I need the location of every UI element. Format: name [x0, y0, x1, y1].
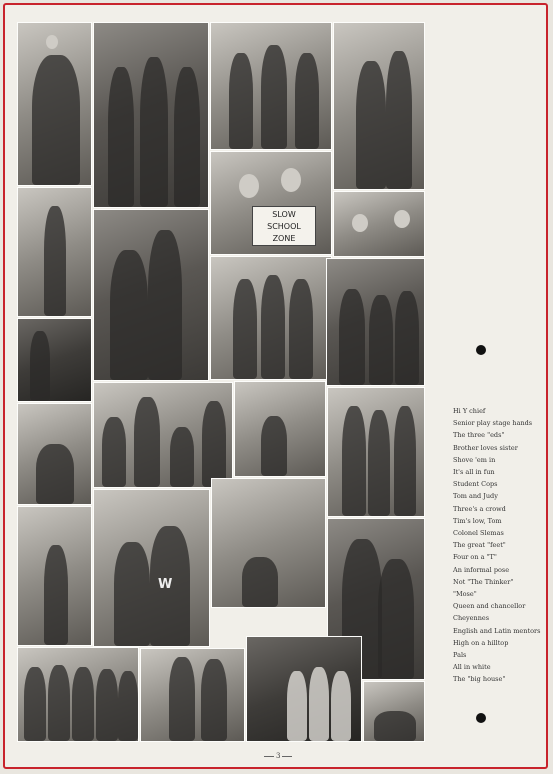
- photo-queen-chancellor: [211, 478, 326, 608]
- caption-item: Shove 'em in: [453, 455, 496, 464]
- photo-shove-em-in: [17, 187, 92, 317]
- photo-english-latin-mentors: [17, 647, 139, 742]
- photo-all-in-fun: [93, 209, 209, 381]
- sign-line-2: SCHOOL: [267, 222, 301, 231]
- photo-student-cops: [333, 191, 425, 257]
- caption-list: [453, 405, 543, 686]
- photo-not-the-thinker: [17, 506, 92, 646]
- caption-item: Tim's low, Tom: [453, 516, 502, 525]
- caption-item: Brother loves sister: [453, 443, 518, 452]
- sign-line-1: SLOW: [272, 210, 296, 219]
- caption-item: It's all in fun: [453, 468, 495, 477]
- caption-item: Not "The Thinker": [453, 577, 514, 586]
- caption-item: The three "eds": [453, 431, 505, 440]
- caption-item: The great "feet": [453, 541, 506, 550]
- page-number: 3: [262, 752, 294, 760]
- caption-item: Cheyennes: [453, 614, 490, 623]
- photo-pals: [246, 636, 362, 742]
- binder-hole-top: [476, 345, 486, 355]
- photo-high-on-hilltop: [140, 648, 245, 742]
- slow-school-zone-sign: [252, 206, 316, 246]
- sweater-letter: W: [158, 577, 173, 592]
- photo-informal-pose: [327, 387, 425, 517]
- photo-great-feet: [93, 382, 233, 488]
- photo-four-on-a-t: [234, 381, 326, 477]
- caption-item: "Mose": [453, 590, 477, 599]
- photo-big-house: [363, 681, 425, 742]
- sign-line-3: ZONE: [272, 234, 296, 243]
- caption-item: English and Latin mentors: [453, 626, 541, 635]
- caption-item: Senior play stage hands: [453, 419, 533, 428]
- photo-tims-low-tom: [326, 258, 425, 386]
- caption-item: Four on a "T": [453, 553, 497, 562]
- photo-hi-y-chief: [17, 22, 92, 186]
- caption-item: Hi Y chief: [453, 407, 486, 415]
- caption-item: Queen and chancellor: [453, 602, 526, 611]
- photo-mose: [93, 489, 210, 647]
- photo-threes-a-crowd: [210, 256, 332, 380]
- caption-item: Pals: [453, 651, 467, 660]
- binder-hole-bottom: [476, 713, 486, 723]
- caption-item: Student Cops: [453, 480, 498, 489]
- caption-item: Tom and Judy: [453, 492, 498, 501]
- photo-tom-and-judy: [17, 318, 92, 402]
- photo-stage-hands: [93, 22, 209, 208]
- photo-brother-sister: [333, 22, 425, 190]
- caption-item: Colonel Slemas: [453, 529, 504, 538]
- photo-colonel-slemas: [17, 403, 92, 505]
- caption-item: High on a hilltop: [453, 638, 509, 647]
- caption-item: All in white: [453, 663, 491, 672]
- caption-item: The "big house": [453, 675, 506, 684]
- caption-item: Three's a crowd: [453, 504, 506, 513]
- photo-three-eds: [210, 22, 332, 150]
- caption-item: An informal pose: [453, 565, 510, 574]
